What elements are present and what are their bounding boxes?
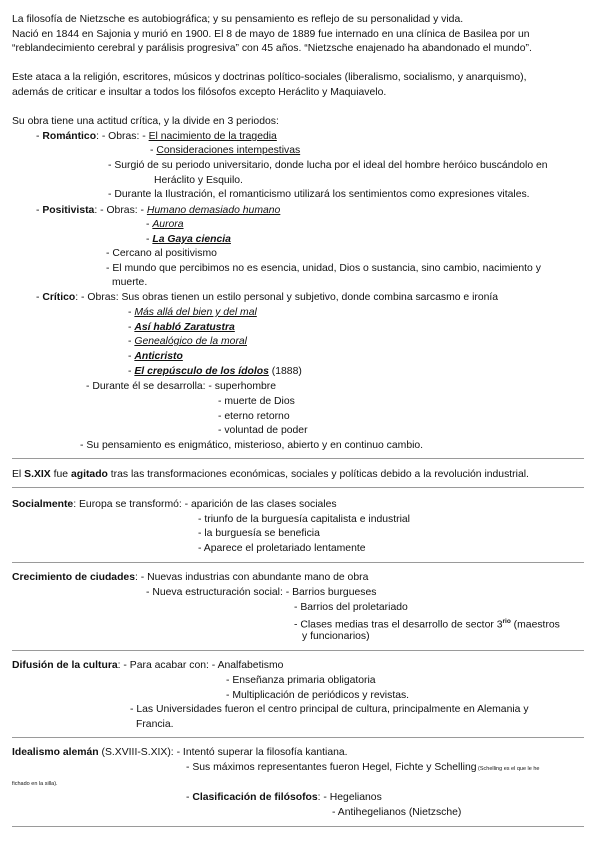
cultura-label: Difusión de la cultura — [12, 660, 118, 671]
positivista-work: - Aurora — [146, 219, 184, 230]
work-title: El nacimiento de la tragedia — [148, 131, 277, 142]
ciudades-item: y funcionarios) — [302, 631, 370, 642]
social-label: Socialmente — [12, 499, 74, 510]
cultura-item: Francia. — [136, 719, 174, 730]
ciudades-item: - Clases medias tras el desarrollo de sector $3^{rio}$ (maestros — [294, 618, 560, 631]
ciudades-item: - Barrios del proletariado — [294, 602, 408, 613]
work-title: El crepúsculo de los ídolos — [134, 366, 269, 377]
critico-pensamiento: - Su pensamiento es enigmático, misterioso, abierto y en continuo cambio. — [80, 440, 424, 451]
cultura-item: - Enseñanza primaria obligatoria — [226, 675, 376, 686]
positivista-note: muerte. — [112, 277, 148, 288]
idealismo-item: - Antihegelianos (Nietzsche) — [332, 807, 462, 818]
idealismo-item: - Sus máximos representantes fueron Hegel, Fichte y Schelling (Schelling es el que le he — [186, 762, 540, 773]
romantico-note: - Surgió de su periodo universitario, donde lucha por el ideal del hombre heróico buscándolo en — [108, 160, 548, 171]
positivista-label: Positivista — [42, 205, 95, 216]
idealismo-line: Idealismo alemán (S.XVIII-S.XIX): - Intentó superar la filosofía kantiana. — [12, 747, 348, 758]
intro-line: además de criticar e insultar a todos los filósofos excepto Heráclito y Maquiavelo. — [12, 87, 387, 98]
work-title: Anticristo — [134, 351, 183, 362]
cultura-item: - Las Universidades fueron el centro principal de cultura, principalmente en Alemania y — [130, 704, 529, 715]
critico-durante-item: - eterno retorno — [218, 411, 290, 422]
critico-line: - Crítico: - Obras: Sus obras tienen un estilo personal y subjetivo, donde combina sarcasmo e ironía — [36, 292, 499, 303]
critico-durante: - Durante él se desarrolla: - superhombre — [86, 381, 277, 392]
intro-line: “reblandecimiento cerebral y parálisis progresiva” con 45 años. “Nietzsche enajenado ha abandonado el mundo”. — [12, 43, 532, 54]
idealismo-item: - Clasificación de filósofos: - Hegelianos — [186, 792, 382, 803]
social-item: - la burguesía se beneficia — [198, 528, 320, 539]
work-title: Consideraciones intempestivas — [156, 145, 301, 156]
positivista-line: - Positivista: - Obras: - Humano demasiado humano — [36, 205, 281, 216]
romantico-note: Heráclito y Esquilo. — [154, 175, 243, 186]
divider — [12, 826, 584, 827]
intro-line: La filosofía de Nietzsche es autobiográfica; y su pensamiento es reflejo de su personalidad y vida. — [12, 14, 464, 25]
intro-line: Nació en 1844 en Sajonia y murió en 1900. El 8 de mayo de 1889 fue internado en una clínica de Basilea por un — [12, 29, 530, 40]
divider — [12, 737, 584, 738]
critico-durante-item: - voluntad de poder — [218, 425, 308, 436]
periods-intro: Su obra tiene una actitud crítica, y la divide en 3 periodos: — [12, 116, 279, 127]
sxix-line: El S.XIX fue agitado tras las transformaciones económicas, sociales y políticas debido a la revolución industrial. — [12, 469, 529, 480]
positivista-work: - La Gaya ciencia — [146, 234, 231, 245]
clasificacion-label: Clasificación de filósofos — [192, 792, 318, 803]
social-item: - Aparece el proletariado lentamente — [198, 543, 366, 554]
critico-work: - El crepúsculo de los ídolos (1888) — [128, 366, 302, 377]
ciudades-line: Crecimiento de ciudades: - Nuevas industrias con abundante mano de obra — [12, 572, 369, 583]
positivista-note: - El mundo que percibimos no es esencia, unidad, Dios o sustancia, sino cambio, nacimiento y — [106, 263, 541, 274]
positivista-note: - Cercano al positivismo — [106, 248, 217, 259]
idealismo-label: Idealismo alemán — [12, 747, 99, 758]
work-title: La Gaya ciencia — [152, 234, 231, 245]
work-title: Más allá del bien y del mal — [134, 307, 257, 318]
divider — [12, 562, 584, 563]
cultura-line: Difusión de la cultura: - Para acabar con: - Analfabetismo — [12, 660, 284, 671]
romantico-note: - Durante la Ilustración, el romanticismo utilizará los sentimientos como expresiones vitales. — [108, 189, 530, 200]
critico-work: - Más allá del bien y del mal — [128, 307, 257, 318]
divider — [12, 487, 584, 488]
social-item: - triunfo de la burguesía capitalista e industrial — [198, 514, 410, 525]
work-title: Genealógico de la moral — [134, 336, 247, 347]
critico-label: Crítico — [42, 292, 76, 303]
cultura-item: - Multiplicación de periódicos y revistas. — [226, 690, 410, 701]
romantico-line: - Romántico: - Obras: - El nacimiento de la tragedia — [36, 131, 277, 142]
intro-line: Este ataca a la religión, escritores, músicos y doctrinas político-sociales (liberalismo, socialismo, y anarquismo), — [12, 72, 527, 83]
romantico-work: - Consideraciones intempestivas — [150, 145, 301, 156]
work-title: Así habló Zaratustra — [134, 322, 235, 333]
romantico-label: Romántico — [42, 131, 97, 142]
critico-durante-item: - muerte de Dios — [218, 396, 295, 407]
ciudades-item: - Nueva estructuración social: - Barrios burgueses — [146, 587, 377, 598]
work-title: Aurora — [152, 219, 184, 230]
critico-work: - Genealógico de la moral — [128, 336, 247, 347]
ciudades-label: Crecimiento de ciudades — [12, 572, 135, 583]
critico-work: - Anticristo — [128, 351, 183, 362]
work-title: Humano demasiado humano — [146, 205, 281, 216]
divider — [12, 458, 584, 459]
critico-work: - Así habló Zaratustra — [128, 322, 235, 333]
divider — [12, 650, 584, 651]
social-line: Socialmente: Europa se transformó: - aparición de las clases sociales — [12, 499, 337, 510]
idealismo-note: fichado en la silla). — [12, 781, 58, 787]
